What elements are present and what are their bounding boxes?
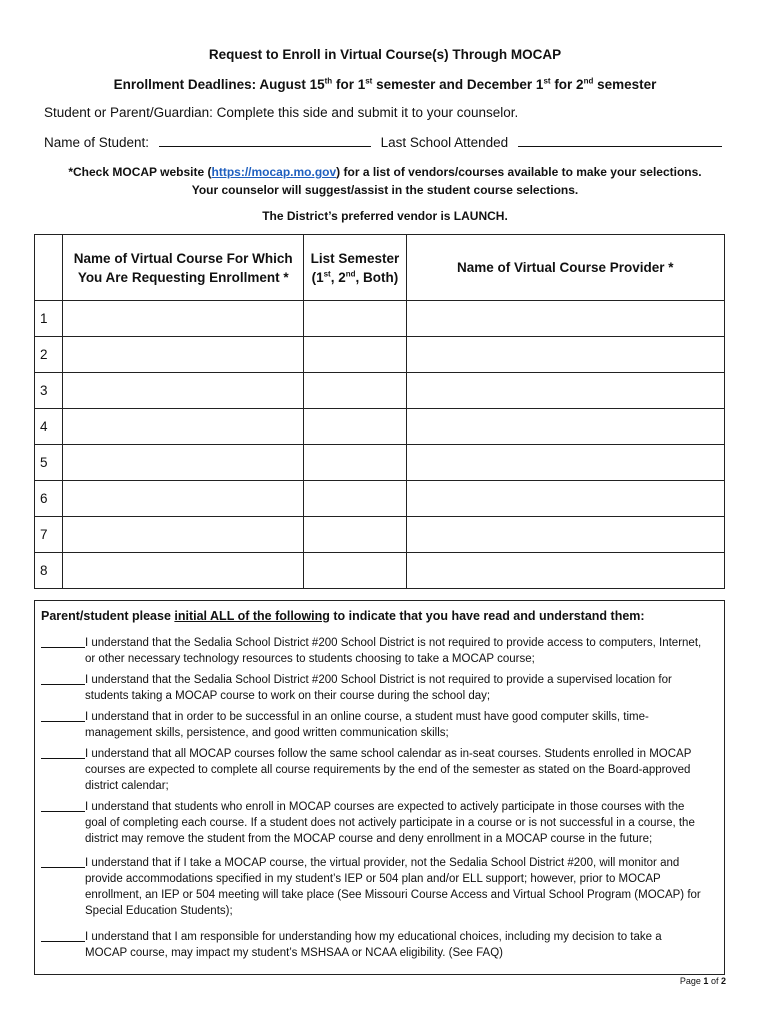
provider-cell[interactable] xyxy=(406,337,724,373)
initials-field[interactable] xyxy=(41,746,85,759)
deadlines-sup-2: st xyxy=(365,76,373,86)
acknowledgement-item xyxy=(41,929,711,961)
semester-cell[interactable] xyxy=(304,553,406,589)
provider-cell[interactable] xyxy=(406,517,724,553)
row-number-header xyxy=(35,235,63,301)
acknowledgement-text: I understand that all MOCAP courses follow the same school calendar as in-seat courses. Students enrolled in MOCAP courses are expected to complete all course requirements by the end of the semester as stated on the Board-approved district calendar; xyxy=(85,748,692,792)
initials-field[interactable] xyxy=(41,929,85,942)
initials-field[interactable] xyxy=(41,855,85,868)
table-row xyxy=(35,337,725,373)
table-row xyxy=(35,409,725,445)
semester-cell[interactable] xyxy=(304,445,406,481)
table-row xyxy=(35,553,725,589)
row-number: 6 xyxy=(35,481,63,517)
semester-header-sup-2: nd xyxy=(345,269,356,278)
initials-field[interactable] xyxy=(41,635,85,648)
semester-header-part-a: (1 xyxy=(311,269,324,285)
provider-cell[interactable] xyxy=(406,409,724,445)
acknowledgement-box xyxy=(34,600,725,975)
enrollment-deadlines xyxy=(0,77,770,92)
student-name-label: Name of Student: xyxy=(44,135,150,150)
mocap-note-after: ) for a list of vendors/courses available to make your selections. Your counselor will suggest/assist in the student course selections. xyxy=(191,165,702,197)
acknowledgement-text: I understand that if I take a MOCAP course, the virtual provider, not the Sedalia School District #200, will monitor and provide accommodations specified in my student’s IEP or 504 plan and/or ELL support; however, prior to MOCAP enrollment, an IEP or 504 meeting will take place (See Missouri Course Access and Virtual School Program (MOCAP) for Special Education Students); xyxy=(85,857,701,917)
deadlines-sup-1: th xyxy=(324,76,333,86)
semester-header-line-1: List Semester xyxy=(310,250,400,266)
instruction-text: Student or Parent/Guardian: Complete this side and submit it to your counselor. xyxy=(44,105,519,120)
acknowledgement-item xyxy=(41,709,711,741)
deadlines-mid-1: for 1 xyxy=(332,77,366,92)
student-name-field[interactable] xyxy=(159,134,371,147)
page-of-word: of xyxy=(710,976,719,986)
ack-heading-after: to indicate that you have read and understand them: xyxy=(329,609,645,623)
initials-field[interactable] xyxy=(41,709,85,722)
semester-header-line-2 xyxy=(312,270,399,285)
semester-header-part-b: , 2 xyxy=(330,269,346,285)
provider-header: Name of Virtual Course Provider * xyxy=(406,235,724,301)
course-name-cell[interactable] xyxy=(63,337,304,373)
provider-cell[interactable] xyxy=(406,373,724,409)
acknowledgement-item xyxy=(41,855,711,919)
course-name-header xyxy=(63,235,304,301)
course-name-cell[interactable] xyxy=(63,517,304,553)
course-name-cell[interactable] xyxy=(63,373,304,409)
acknowledgement-item xyxy=(41,746,711,794)
row-number: 7 xyxy=(35,517,63,553)
course-name-cell[interactable] xyxy=(63,409,304,445)
semester-cell[interactable] xyxy=(304,517,406,553)
semester-header-sup-1: st xyxy=(323,269,331,278)
semester-header-part-c: , Both) xyxy=(355,269,399,285)
deadlines-mid-2: semester and December 1 xyxy=(372,77,544,92)
acknowledgement-text: I understand that the Sedalia School District #200 School District is not required to provide access to computers, Internet, or other necessary technology resources to students choosing to take a MOCAP course; xyxy=(85,637,702,665)
row-number: 2 xyxy=(35,337,63,373)
deadlines-mid-3: for 2 xyxy=(550,77,584,92)
semester-cell[interactable] xyxy=(304,301,406,337)
acknowledgement-text: I understand that in order to be successful in an online course, a student must have good computer skills, time-management skills, persistence, and good written communication skills; xyxy=(85,711,649,739)
row-number: 5 xyxy=(35,445,63,481)
course-header-line-1: Name of Virtual Course For Which xyxy=(73,250,293,266)
acknowledgement-item xyxy=(41,799,711,847)
page-current: 1 xyxy=(703,976,709,986)
acknowledgement-heading xyxy=(41,609,645,623)
course-name-cell[interactable] xyxy=(63,301,304,337)
mocap-note xyxy=(60,163,710,199)
row-number: 8 xyxy=(35,553,63,589)
semester-header xyxy=(304,235,406,301)
page-title: Request to Enroll in Virtual Course(s) Through MOCAP xyxy=(208,47,562,62)
table-row xyxy=(35,481,725,517)
table-row xyxy=(35,373,725,409)
acknowledgement-item xyxy=(41,635,711,667)
mocap-website-link[interactable]: https://mocap.mo.gov xyxy=(211,165,337,179)
acknowledgement-item xyxy=(41,672,711,704)
semester-cell[interactable] xyxy=(304,373,406,409)
table-row xyxy=(35,301,725,337)
course-name-cell[interactable] xyxy=(63,445,304,481)
ack-heading-underlined: initial ALL of the following xyxy=(174,609,330,623)
course-name-cell[interactable] xyxy=(63,553,304,589)
table-row xyxy=(35,445,725,481)
provider-cell[interactable] xyxy=(406,301,724,337)
acknowledgement-text: I understand that the Sedalia School District #200 School District is not required to provide a supervised location for students taking a MOCAP course to work on their course during the school day; xyxy=(85,674,672,702)
mocap-note-before: *Check MOCAP website ( xyxy=(68,165,212,179)
provider-cell[interactable] xyxy=(406,445,724,481)
acknowledgement-text: I understand that I am responsible for understanding how my educational choices, including my decision to take a MOCAP course, may impact my student’s MSHSAA or NCAA eligibility. (See FAQ) xyxy=(85,931,662,959)
preferred-vendor-note: The District’s preferred vendor is LAUNCH. xyxy=(262,209,508,223)
semester-cell[interactable] xyxy=(304,409,406,445)
deadlines-sup-3: st xyxy=(543,76,551,86)
provider-cell[interactable] xyxy=(406,481,724,517)
row-number: 3 xyxy=(35,373,63,409)
provider-cell[interactable] xyxy=(406,553,724,589)
last-school-field[interactable] xyxy=(518,134,722,147)
last-school-label: Last School Attended xyxy=(380,135,509,150)
table-header-row xyxy=(35,235,725,301)
page-total: 2 xyxy=(720,976,726,986)
acknowledgement-text: I understand that students who enroll in MOCAP courses are expected to actively participate in those courses with the goal of completing each course. If a student does not actively participate in a course or is not successful in a course, the district may remove the student from the MOCAP course and deny enrollment in a MOCAP course in the future; xyxy=(85,801,695,845)
course-header-line-2: You Are Requesting Enrollment * xyxy=(77,269,289,285)
initials-field[interactable] xyxy=(41,799,85,812)
initials-field[interactable] xyxy=(41,672,85,685)
deadlines-sup-4: nd xyxy=(583,76,594,86)
ack-heading-before: Parent/student please xyxy=(41,609,175,623)
semester-cell[interactable] xyxy=(304,337,406,373)
deadlines-suffix: semester xyxy=(593,77,657,92)
semester-cell[interactable] xyxy=(304,481,406,517)
course-rows xyxy=(35,301,725,589)
course-name-cell[interactable] xyxy=(63,481,304,517)
row-number: 1 xyxy=(35,301,63,337)
page-word: Page xyxy=(679,976,701,986)
course-request-table xyxy=(34,234,725,589)
deadlines-prefix: Enrollment Deadlines: August 15 xyxy=(113,77,325,92)
row-number: 4 xyxy=(35,409,63,445)
table-row xyxy=(35,517,725,553)
student-info-row xyxy=(44,134,722,150)
page-number xyxy=(680,976,726,986)
